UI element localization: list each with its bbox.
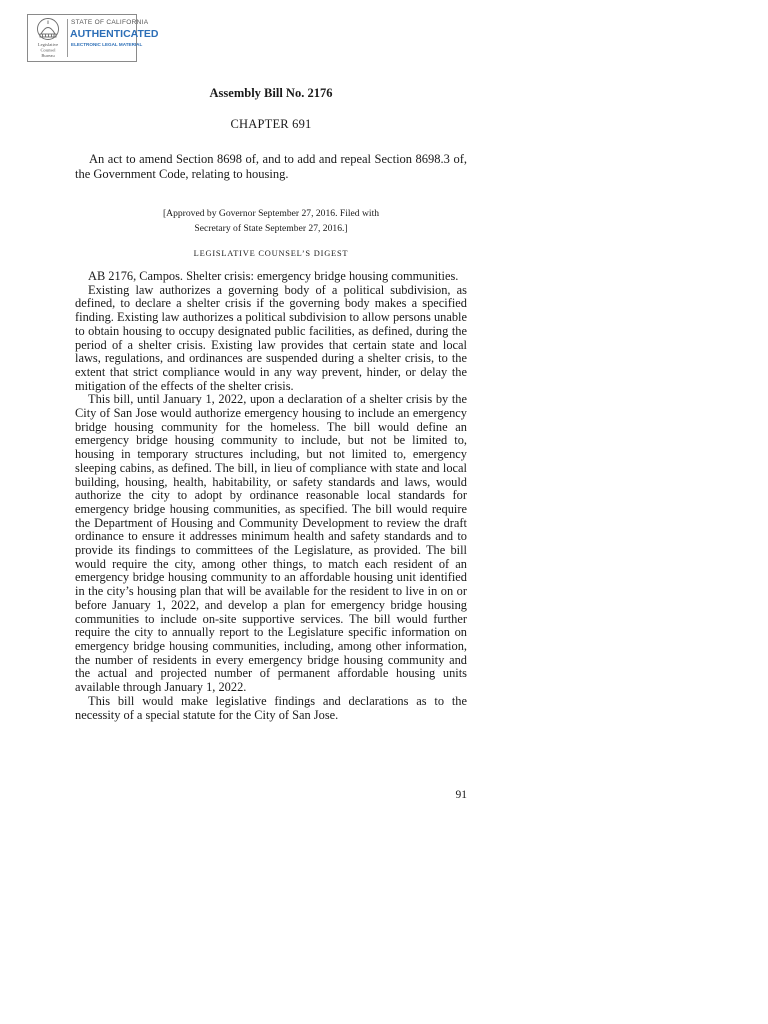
approval-line-2: Secretary of State September 27, 2016.] xyxy=(194,223,348,234)
svg-text:Legislative: Legislative xyxy=(37,42,59,47)
chapter-number: CHAPTER 691 xyxy=(230,117,312,131)
digest-paragraph: AB 2176, Campos. Shelter crisis: emergency bridge housing communities. xyxy=(88,269,459,283)
authenticated-seal xyxy=(27,14,159,62)
seal-electronic-legal-material-text: ELECTRONIC LEGAL MATERIAL xyxy=(71,42,143,47)
digest-body xyxy=(75,270,467,722)
approval-note xyxy=(75,206,467,236)
capitol-dome-icon xyxy=(31,17,65,59)
svg-text:Counsel: Counsel xyxy=(40,47,56,53)
digest-paragraph: This bill would make legislative findings and declarations as to the necessity of a special statute for the City of San Jose. xyxy=(75,693,467,722)
act-description: An act to amend Section 8698 of, and to add and repeal Section 8698.3 of, the Government Code, relating to housing. xyxy=(75,152,467,181)
digest-heading: LEGISLATIVE COUNSEL’S DIGEST xyxy=(193,249,349,258)
digest-paragraph: This bill, until January 1, 2022, upon a declaration of a shelter crisis by the City of San Jose would authorize emergency housing to include an emergency bridge housing community for the homeless. The bill would define an emergency bridge housing community to include, but not be limited to, housing in temporary structures including, but not limited to, emergency sleeping cabins, as defined. The bill, in lieu of compliance with state and local building, housing, health, habitability, or safety standards and laws, would authorize the city to adopt by ordinance reasonable local standards for emergency bridge housing communities, as specified. The bill would require the Department of Housing and Community Development to review the draft ordinance to ensure it addresses minimum health and safety standards and to provide its findings to committees of the Legislature, as provided. The bill would require the city, among other things, to match each resident of an emergency bridge housing community to an affordable housing unit identified in the city’s housing plan that will be available for the resident to live in on or before January 1, 2022, and develop a plan for emergency bridge housing communities to include on-site supportive services. The bill would further require the city to annually report to the Legislature specific information on emergency bridge housing communities, including, among other information, the number of residents in every emergency bridge housing community and the actual and projected number of permanent affordable housing units available through January 1, 2022. xyxy=(75,392,467,695)
bill-title: Assembly Bill No. 2176 xyxy=(209,86,333,100)
seal-authenticated-text: AUTHENTICATED xyxy=(70,28,159,40)
digest-paragraph: Existing law authorizes a governing body of a political subdivision, as defined, to declare a shelter crisis if the governing body makes a specified finding. Existing law authorizes a political subdivision to allow persons unable to obtain housing to occupy designated public facilities, as defined, during the period of a shelter crisis. Existing law provides that certain state and local laws, regulations, and ordinances are suspended during a shelter crisis, to the extent that strict compliance would in any way prevent, hinder, or delay the mitigation of the effects of the shelter crisis. xyxy=(75,282,467,393)
page-number: 91 xyxy=(455,789,467,801)
seal-state-text: STATE OF CALIFORNIA xyxy=(71,19,149,26)
approval-line-1: [Approved by Governor September 27, 2016. Filed with xyxy=(162,208,380,219)
seal-divider xyxy=(67,19,68,57)
svg-text:Bureau: Bureau xyxy=(41,53,55,58)
